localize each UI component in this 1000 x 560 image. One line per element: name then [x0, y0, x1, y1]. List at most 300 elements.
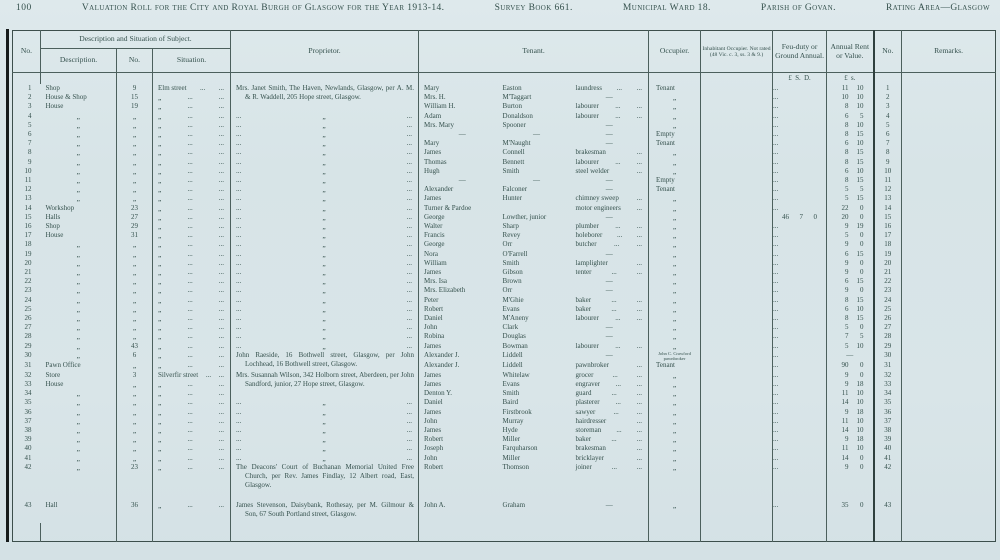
tenant-forename-cell: James	[419, 371, 501, 380]
row-number-right-cell: 9	[874, 158, 902, 167]
occupation-cell: —	[605, 277, 613, 286]
feu-duty-cell: ...	[773, 351, 827, 362]
remarks-cell	[902, 361, 996, 370]
header-no: No.	[13, 31, 41, 73]
occupation-cell: labourer ... ...	[575, 102, 643, 111]
units-cell: £ s.	[827, 73, 874, 85]
tenant-surname-cell: Bowman	[502, 341, 528, 350]
annual-rent-cell: 10 10	[827, 93, 874, 102]
feu-duty-cell: ...	[773, 102, 827, 111]
row-number-right-cell: 5	[874, 121, 902, 130]
situation-cell: Silverfir street ... ...	[153, 371, 231, 380]
row-number-right-cell: 11	[874, 176, 902, 185]
situation-cell: „ ... ...	[153, 435, 231, 444]
row-number-right-cell: 24	[874, 296, 902, 305]
feu-duty-cell: ...	[773, 371, 827, 380]
street-no-cell: „	[117, 139, 153, 148]
rating-area: Rating Area—Glasgow	[886, 3, 990, 13]
filler-cell	[874, 523, 902, 542]
occupier-cell: „	[649, 204, 701, 213]
tenant-forename-cell: George	[419, 240, 501, 249]
inhabitant-occupier-cell	[701, 389, 773, 398]
proprietor-cell: ... „ ...	[231, 167, 419, 176]
remarks-cell	[902, 176, 996, 185]
description-cell: „	[76, 462, 80, 472]
proprietor-cell: ... „ ...	[231, 250, 419, 259]
row-number-cell: 7	[28, 139, 32, 148]
occupier-cell: „	[649, 398, 701, 407]
occupation-cell: —	[605, 249, 613, 258]
page-header	[16, 3, 990, 13]
description-cell: House	[45, 102, 64, 111]
annual-rent-cell: 9 0	[827, 268, 874, 277]
filler-cell	[649, 523, 701, 542]
tenant-surname-cell: M'Ghie	[502, 295, 524, 304]
street-no-cell: „	[117, 185, 153, 194]
tenant-surname-cell: —	[533, 176, 541, 185]
occupation-cell: guard ... ...	[575, 389, 643, 398]
occupier-cell: „	[649, 93, 701, 102]
inhabitant-occupier-cell	[701, 323, 773, 332]
row-number-right-cell: 17	[874, 231, 902, 240]
annual-rent-cell: 5 0	[827, 323, 874, 332]
feu-duty-cell: ...	[773, 167, 827, 176]
tenant-surname-cell: Burton	[502, 102, 522, 111]
tenant-surname-cell: Farquharson	[502, 444, 538, 453]
tenant-surname-cell: Graham	[502, 500, 526, 509]
proprietor-cell: ... „ ...	[231, 130, 419, 139]
inhabitant-occupier-cell	[701, 250, 773, 259]
remarks-cell	[902, 84, 996, 93]
proprietor-cell: ... „ ...	[231, 240, 419, 249]
filler-cell	[501, 523, 571, 542]
inhabitant-occupier-cell	[701, 148, 773, 157]
tenant-forename-cell: James	[419, 408, 501, 417]
inhabitant-occupier-cell	[701, 296, 773, 305]
occupation-cell: —	[605, 350, 613, 359]
row-number-cell: 21	[24, 268, 32, 277]
annual-rent-cell: 6 10	[827, 139, 874, 148]
row-number-right-cell: 26	[874, 314, 902, 323]
feu-duty-cell: ...	[773, 158, 827, 167]
feu-duty-cell: ...	[773, 408, 827, 417]
description-cell: Hall	[45, 500, 58, 509]
units-cell	[501, 73, 571, 85]
inhabitant-occupier-cell	[701, 130, 773, 139]
description-cell: „	[76, 176, 80, 186]
occupation-cell: baker ... ...	[575, 295, 643, 304]
annual-rent-cell: 9 18	[827, 408, 874, 417]
tenant-surname-cell: Smith	[502, 389, 520, 398]
tenant-forename-cell: Robert	[419, 305, 501, 314]
occupier-cell: „	[649, 121, 701, 130]
occupier-cell: „	[649, 493, 701, 523]
roll-table-body	[13, 73, 996, 542]
tenant-forename-cell: Robert	[419, 463, 501, 493]
tenant-surname-cell: M'Taggart	[502, 93, 532, 102]
occupation-cell: holeborer ... ...	[575, 231, 643, 240]
remarks-cell	[902, 417, 996, 426]
header-description-group: Description and Situation of Subject.	[41, 31, 231, 49]
situation-cell: „ ... ...	[153, 417, 231, 426]
remarks-cell	[902, 231, 996, 240]
remarks-cell	[902, 389, 996, 398]
situation-cell: „ ... ...	[153, 332, 231, 341]
description-cell: „	[76, 389, 80, 399]
survey-book: Survey Book 661.	[494, 3, 573, 13]
feu-duty-cell: ...	[773, 361, 827, 370]
remarks-cell	[902, 398, 996, 407]
row-number-right-cell: 19	[874, 250, 902, 259]
street-no-cell: 29	[117, 222, 153, 231]
feu-duty-cell: ...	[773, 389, 827, 398]
occupation-cell: motor engineers ...	[575, 203, 643, 212]
filler-cell	[701, 523, 773, 542]
situation-cell: „ ... ...	[153, 148, 231, 157]
tenant-forename-cell: Turner & Pardoe	[419, 204, 501, 213]
tenant-forename-cell: William	[419, 259, 501, 268]
inhabitant-occupier-cell	[701, 417, 773, 426]
row-number-right-cell: 13	[874, 194, 902, 203]
units-cell: £ S. D.	[773, 73, 827, 85]
remarks-cell	[902, 213, 996, 222]
tenant-surname-cell: Murray	[502, 416, 524, 425]
situation-cell: „ ... ...	[153, 130, 231, 139]
proprietor-cell: ... „ ...	[231, 121, 419, 130]
row-number-right-cell: 35	[874, 398, 902, 407]
tenant-forename-cell: John	[419, 454, 501, 463]
row-number-cell: 22	[24, 277, 32, 286]
header-description: Description.	[41, 49, 117, 73]
occupier-cell: „	[649, 148, 701, 157]
feu-duty-cell: ...	[773, 139, 827, 148]
row-number-cell: 3	[28, 102, 32, 111]
row-number-cell: 9	[28, 157, 32, 166]
description-cell: „	[76, 268, 80, 278]
occupation-cell: —	[605, 176, 613, 185]
description-cell: „	[76, 407, 80, 417]
row-number-cell: 11	[24, 176, 32, 185]
header-street-no: No.	[117, 49, 153, 73]
situation-cell: „ ... ...	[153, 213, 231, 222]
feu-duty-cell: ...	[773, 185, 827, 194]
tenant-surname-cell: —	[533, 130, 541, 139]
row-number-cell: 40	[24, 444, 32, 453]
occupation-cell: baker ... ...	[575, 435, 643, 444]
row-number-right-cell: 15	[874, 213, 902, 222]
street-no-cell: 23	[117, 204, 153, 213]
tenant-surname-cell: Brown	[502, 277, 522, 286]
street-no-cell: 19	[117, 102, 153, 111]
row-number-cell: 33	[24, 379, 32, 388]
units-cell	[874, 73, 902, 85]
feu-duty-cell: ...	[773, 148, 827, 157]
tenant-surname-cell: Spooner	[502, 120, 526, 129]
remarks-cell	[902, 277, 996, 286]
tenant-surname-cell: Donaldson	[502, 111, 533, 120]
row-number-cell: 12	[24, 185, 32, 194]
inhabitant-occupier-cell	[701, 176, 773, 185]
tenant-forename-cell: Nora	[419, 250, 501, 259]
situation-cell: „ ... ...	[153, 305, 231, 314]
remarks-cell	[902, 139, 996, 148]
street-no-cell: „	[117, 426, 153, 435]
remarks-cell	[902, 130, 996, 139]
filler-cell	[117, 523, 153, 542]
feu-duty-cell: ...	[773, 380, 827, 389]
feu-duty-cell: ...	[773, 130, 827, 139]
tenant-forename-cell: Alexander	[419, 185, 501, 194]
street-no-cell: „	[117, 176, 153, 185]
occupier-cell: Empty	[649, 130, 701, 139]
tenant-forename-cell: —	[419, 176, 501, 185]
street-no-cell: „	[117, 435, 153, 444]
row-number-cell: 38	[24, 425, 32, 434]
tenant-forename-cell: James	[419, 426, 501, 435]
tenant-forename-cell: Adam	[419, 112, 501, 121]
remarks-cell	[902, 259, 996, 268]
proprietor-cell: ... „ ...	[231, 213, 419, 222]
row-number-cell: 20	[24, 258, 32, 267]
parish: Parish of Govan.	[760, 3, 836, 13]
feu-duty-cell: ...	[773, 286, 827, 295]
tenant-surname-cell: Connell	[502, 148, 525, 157]
occupation-cell: laundress ... ...	[575, 84, 643, 92]
row-number-right-cell: 30	[874, 351, 902, 362]
feu-duty-cell: ...	[773, 231, 827, 240]
tenant-forename-cell: John	[419, 323, 501, 332]
street-no-cell: „	[117, 268, 153, 277]
description-cell: „	[76, 435, 80, 445]
occupation-cell: tenter ... ...	[575, 268, 643, 277]
situation-cell: „ ... ...	[153, 121, 231, 130]
situation-cell: „ ... ...	[153, 222, 231, 231]
row-number-cell: 13	[24, 194, 32, 203]
street-no-cell: „	[117, 314, 153, 323]
annual-rent-cell: 14 10	[827, 398, 874, 407]
situation-cell: „ ... ...	[153, 444, 231, 453]
tenant-forename-cell: Mrs. Mary	[419, 121, 501, 130]
occupation-cell: engraver ... ...	[575, 379, 643, 388]
remarks-cell	[902, 351, 996, 362]
tenant-surname-cell: Hunter	[502, 194, 522, 203]
tenant-surname-cell: Baird	[502, 398, 519, 407]
feu-duty-cell: ...	[773, 296, 827, 305]
tenant-forename-cell: James	[419, 268, 501, 277]
street-no-cell: „	[117, 380, 153, 389]
remarks-cell	[902, 102, 996, 111]
description-cell: „	[76, 323, 80, 333]
row-number-right-cell: 7	[874, 139, 902, 148]
description-cell: „	[76, 258, 80, 268]
row-number-cell: 2	[28, 93, 32, 102]
annual-rent-cell: 9 0	[827, 240, 874, 249]
inhabitant-occupier-cell	[701, 305, 773, 314]
situation-cell: „ ... ...	[153, 268, 231, 277]
street-no-cell: 36	[117, 493, 153, 523]
tenant-surname-cell: Douglas	[502, 332, 526, 341]
proprietor-cell: John Raeside, 16 Bothwell street, Glasgow, per John Lochhead, 16 Bothwell street, Glasgow.	[231, 351, 419, 371]
feu-duty-cell: ...	[773, 444, 827, 453]
situation-cell: „ ... ...	[153, 139, 231, 148]
occupier-cell: Tenant	[649, 185, 701, 194]
proprietor-cell: ... „ ...	[231, 112, 419, 121]
street-no-cell: „	[117, 130, 153, 139]
row-number-cell: 31	[24, 361, 32, 370]
description-cell: Halls	[45, 212, 61, 221]
street-no-cell: „	[117, 332, 153, 341]
tenant-forename-cell: Mary	[419, 84, 501, 93]
remarks-cell	[902, 323, 996, 332]
street-no-cell: „	[117, 286, 153, 295]
remarks-cell	[902, 93, 996, 102]
proprietor-cell: ... „ ...	[231, 398, 419, 407]
row-number-right-cell: 16	[874, 222, 902, 231]
occupier-cell: „	[649, 158, 701, 167]
tenant-forename-cell: James	[419, 342, 501, 351]
tenant-surname-cell: Miller	[502, 453, 521, 462]
proprietor-cell: ... „ ...	[231, 305, 419, 314]
inhabitant-occupier-cell	[701, 426, 773, 435]
proprietor-cell: ... „ ...	[231, 231, 419, 240]
inhabitant-occupier-cell	[701, 84, 773, 93]
annual-rent-cell: 8 15	[827, 314, 874, 323]
tenant-forename-cell: Mrs. Elizabeth	[419, 286, 501, 295]
situation-cell: „ ... ...	[153, 204, 231, 213]
inhabitant-occupier-cell	[701, 139, 773, 148]
row-number-cell: 16	[24, 222, 32, 231]
row-number-cell: 28	[24, 332, 32, 341]
annual-rent-cell: 11 10	[827, 389, 874, 398]
occupier-cell: „	[649, 286, 701, 295]
inhabitant-occupier-cell	[701, 493, 773, 523]
feu-duty-cell: ...	[773, 121, 827, 130]
row-number-right-cell: 12	[874, 185, 902, 194]
situation-cell: „ ... ...	[153, 250, 231, 259]
occupation-cell: brakesman ...	[575, 148, 643, 157]
row-number-right-cell: 2	[874, 93, 902, 102]
occupier-cell: „	[649, 102, 701, 111]
inhabitant-occupier-cell	[701, 408, 773, 417]
row-number-cell: 29	[24, 341, 32, 350]
street-no-cell: „	[117, 296, 153, 305]
situation-cell: „ ... ...	[153, 167, 231, 176]
street-no-cell: „	[117, 454, 153, 463]
remarks-cell	[902, 222, 996, 231]
row-number-right-cell: 40	[874, 444, 902, 453]
row-number-right-cell: 42	[874, 463, 902, 493]
annual-rent-cell: 14 0	[827, 454, 874, 463]
street-no-cell: „	[117, 148, 153, 157]
inhabitant-occupier-cell	[701, 314, 773, 323]
tenant-forename-cell: Mary	[419, 139, 501, 148]
row-number-cell: 30	[24, 350, 32, 359]
description-cell: Store	[45, 370, 61, 379]
units-cell	[117, 73, 153, 85]
occupier-cell: „	[649, 213, 701, 222]
annual-rent-cell: 5 10	[827, 342, 874, 351]
proprietor-cell: ... „ ...	[231, 417, 419, 426]
row-number-cell: 39	[24, 435, 32, 444]
remarks-cell	[902, 250, 996, 259]
occupation-cell: chimney sweep ...	[575, 194, 643, 203]
header-no2: No.	[874, 31, 902, 73]
occupier-cell: Empty	[649, 176, 701, 185]
inhabitant-occupier-cell	[701, 93, 773, 102]
occupier-cell: Tenant	[649, 84, 701, 93]
occupation-cell: grocer ... ...	[575, 370, 643, 379]
occupier-cell: „	[649, 167, 701, 176]
situation-cell: „ ... ...	[153, 176, 231, 185]
annual-rent-cell: 9 0	[827, 371, 874, 380]
occupier-cell: „	[649, 277, 701, 286]
occupation-cell: labourer ... ...	[575, 157, 643, 166]
remarks-cell	[902, 332, 996, 341]
description-cell: „	[76, 157, 80, 167]
header-feu-duty: Feu-duty or Ground Annual.	[773, 31, 827, 73]
tenant-forename-cell: William H.	[419, 102, 501, 111]
inhabitant-occupier-cell	[701, 444, 773, 453]
feu-duty-cell: ...	[773, 305, 827, 314]
situation-cell: „ ... ...	[153, 408, 231, 417]
proprietor-cell: ... „ ...	[231, 222, 419, 231]
filler-cell	[41, 523, 117, 542]
feu-duty-cell: ...	[773, 204, 827, 213]
row-number-right-cell: 23	[874, 286, 902, 295]
tenant-surname-cell: Smith	[502, 258, 520, 267]
row-number-right-cell: 8	[874, 148, 902, 157]
situation-cell: „ ... ...	[153, 194, 231, 203]
occupier-cell: „	[649, 231, 701, 240]
remarks-cell	[902, 148, 996, 157]
annual-rent-cell: 9 0	[827, 286, 874, 295]
occupier-cell: „	[649, 250, 701, 259]
annual-rent-cell: 7 5	[827, 332, 874, 341]
inhabitant-occupier-cell	[701, 259, 773, 268]
inhabitant-occupier-cell	[701, 204, 773, 213]
occupier-cell: „	[649, 314, 701, 323]
row-number-cell: 25	[24, 304, 32, 313]
tenant-forename-cell: Mrs. Isa	[419, 277, 501, 286]
units-cell	[649, 73, 701, 85]
header-remarks: Remarks.	[902, 31, 996, 73]
description-cell: „	[76, 416, 80, 426]
table-header	[13, 31, 996, 73]
street-no-cell: „	[117, 250, 153, 259]
inhabitant-occupier-cell	[701, 240, 773, 249]
feu-duty-cell: ...	[773, 250, 827, 259]
annual-rent-cell: —	[827, 351, 874, 362]
header-occupier: Occupier.	[649, 31, 701, 73]
row-number-right-cell: 20	[874, 259, 902, 268]
units-cell	[153, 73, 231, 85]
occupation-cell: labourer ... ...	[575, 314, 643, 323]
description-cell: „	[76, 444, 80, 454]
proprietor-cell: ... „ ...	[231, 323, 419, 332]
annual-rent-cell: 6 10	[827, 167, 874, 176]
proprietor-cell: ... „ ...	[231, 277, 419, 286]
tenant-forename-cell: James	[419, 380, 501, 389]
feu-duty-cell: ...	[773, 176, 827, 185]
proprietor-cell: ... „ ...	[231, 158, 419, 167]
description-cell: House	[45, 379, 64, 388]
units-cell	[13, 73, 41, 85]
description-cell: „	[76, 304, 80, 314]
row-number-right-cell: 31	[874, 361, 902, 370]
proprietor-cell: The Deacons' Court of Buchanan Memorial United Free Church, per Rev. James Findlay, 12 Albert road, East, Glasgow.	[231, 463, 419, 493]
tenant-surname-cell: Lowther, junior	[502, 212, 547, 221]
description-cell: „	[76, 139, 80, 149]
